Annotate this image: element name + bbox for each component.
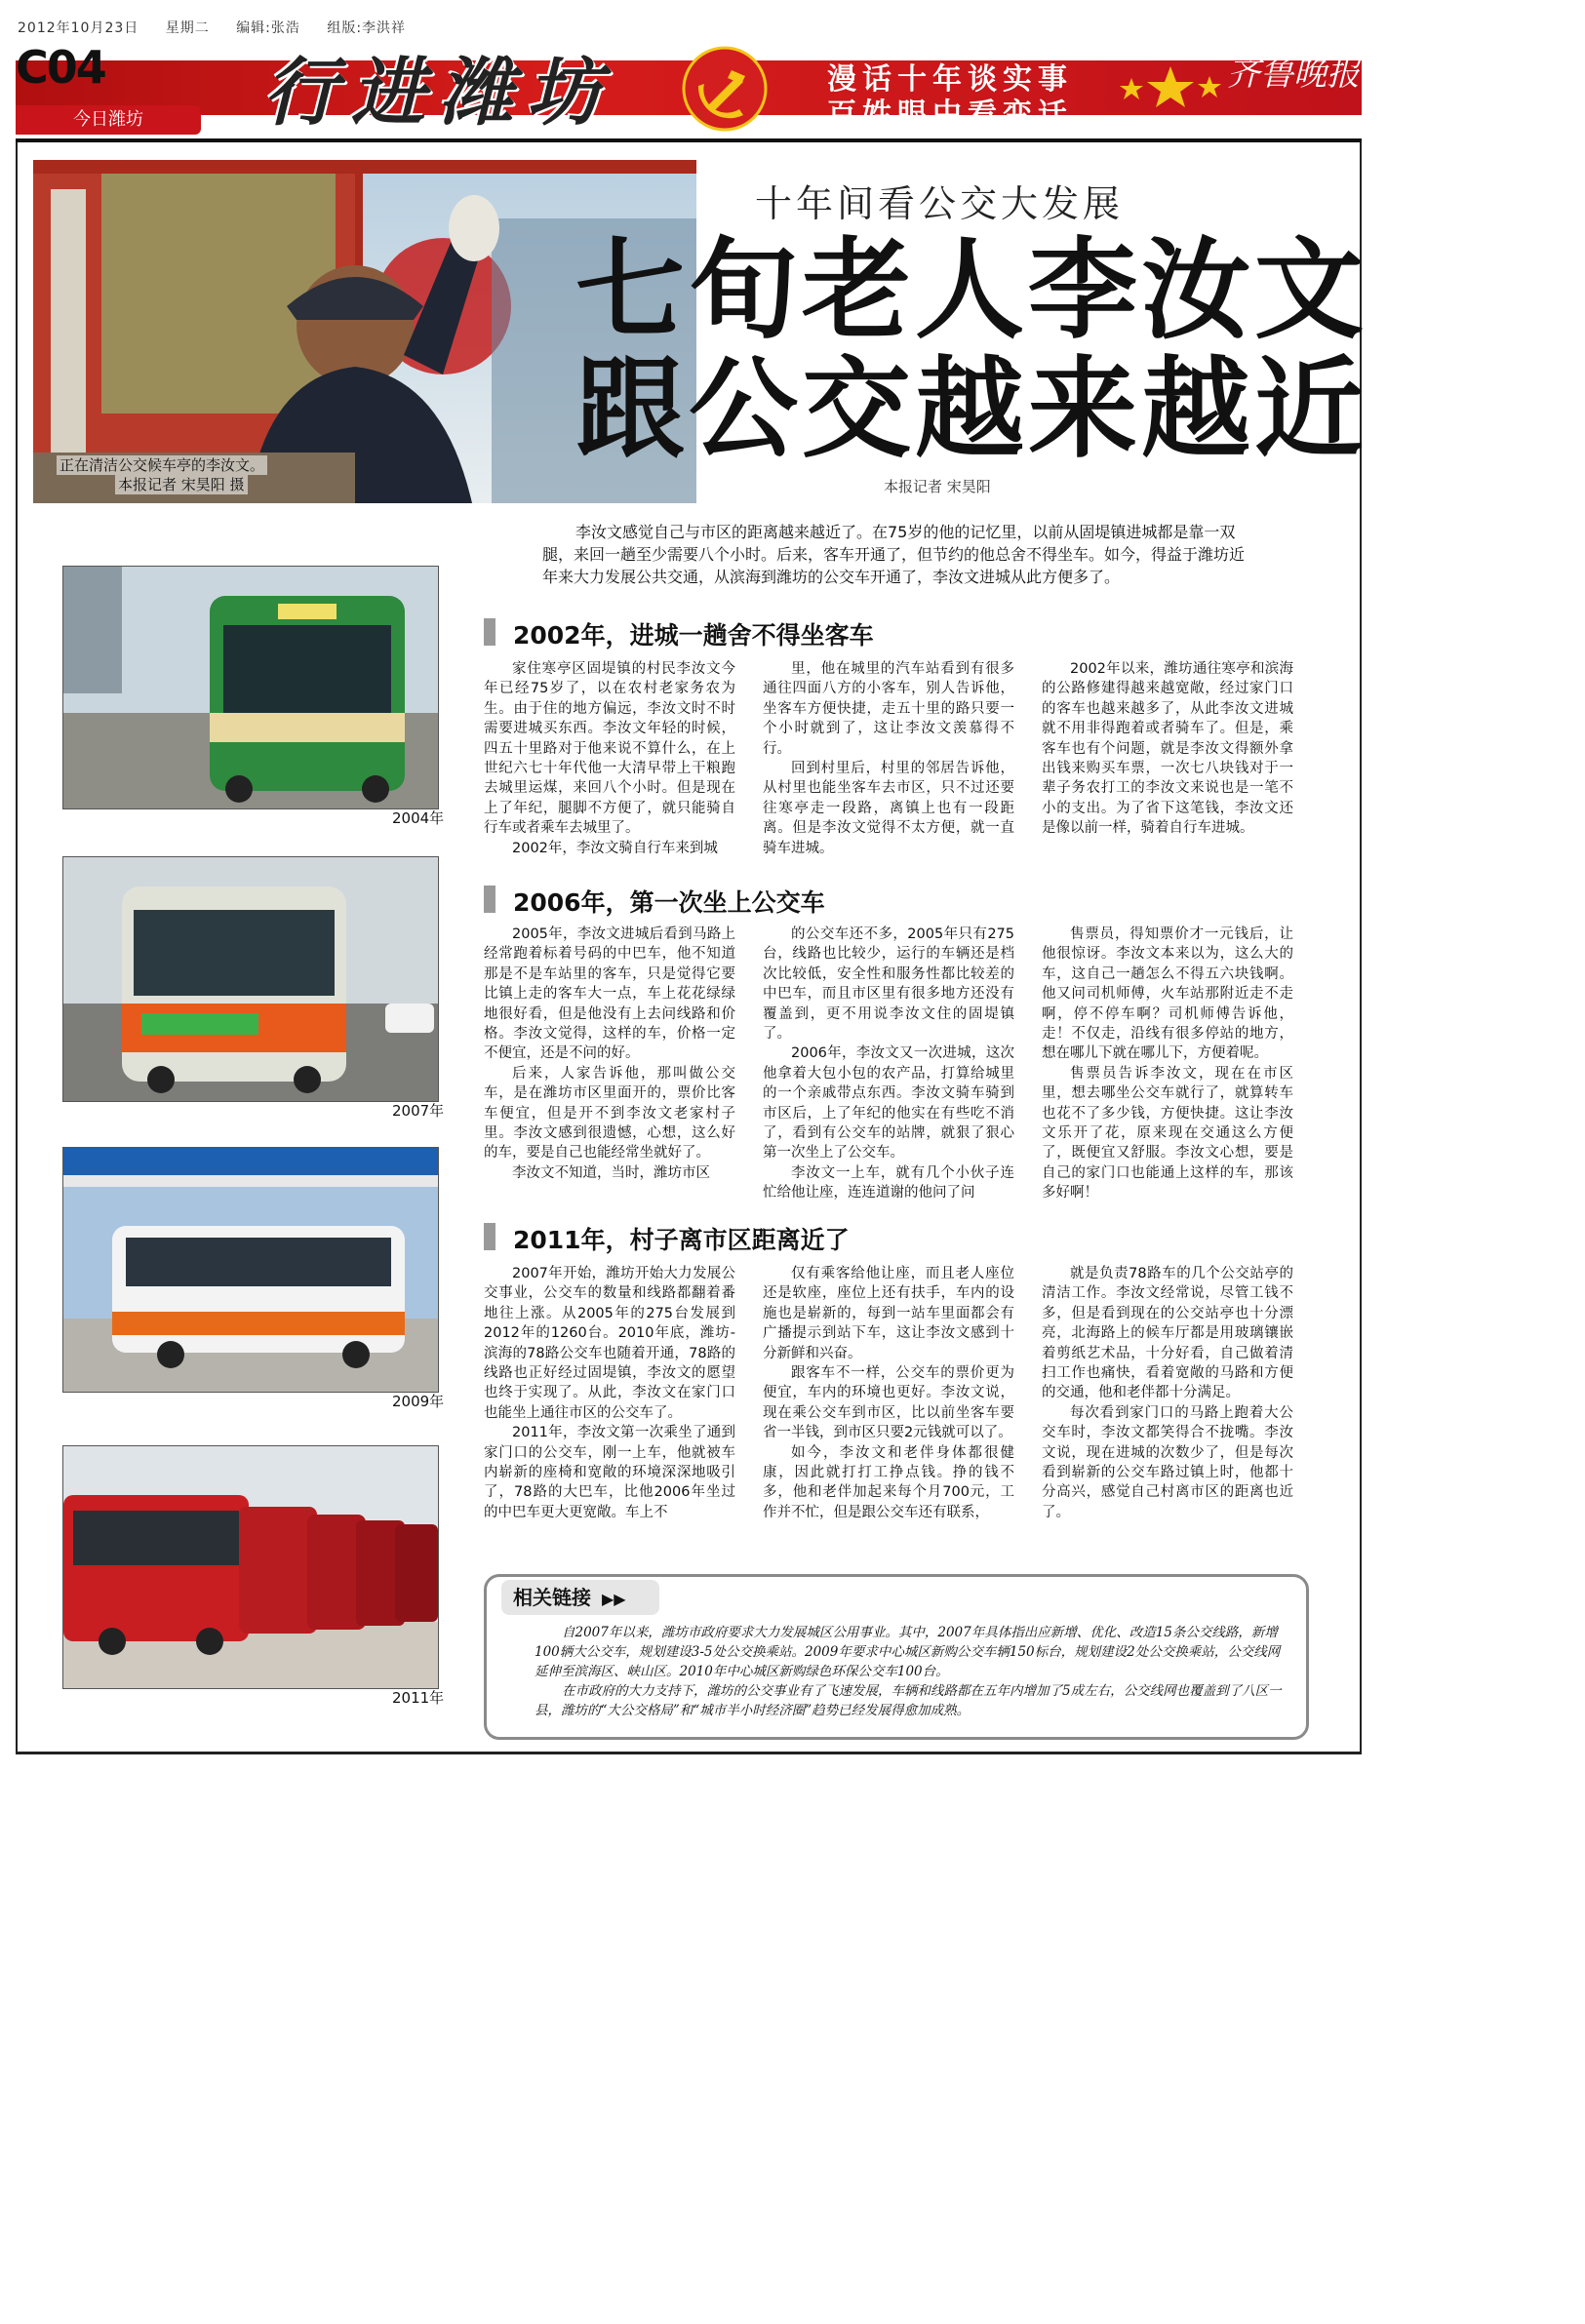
section-2011-col-3: 就是负责78路车的几个公交站亭的清洁工作。李汝文经常说，尽管工钱不多，但是看到现在的公交站亭也十分漂亮，北海路上的候车厅都是用玻璃镶嵌着剪纸艺术品，十分好看，自己做着清扫工作也痛快，看着宽敞的马路和方便的交通，他和老伴都十分满足。 每次看到家门口的马路上跑着大公交车时，李汝文都笑得合不拢嘴。李汝文说，现在进城的次数少了，但是每次看到崭新的公交车路过镇上时，他都十分高兴，感觉自己村离市区的距离也近了。	[1042, 1266, 1293, 1520]
section-2011-col-1: 2007年开始，潍坊开始大力发展公交事业，公交车的数量和线路都翻着番地往上涨。从2005年的275台发展到2012年的1260台。2010年底，潍坊-滨海的78路公交车也随着开通，78路的线路也正好经过固堤镇，李汝文的愿望也终于实现了。从此，李汝文在家门口也能坐上通往市区的公交车了。 2011年，李汝文第一次乘坐了通到家门口的公交车，刚一上车，他就被车内崭新的座椅和宽敞的环境深深地吸引了，78路的大巴车，比他2006年坐过的中巴车更大更宽敞。车上不	[484, 1266, 735, 1520]
section-2002-col-1: 家住寒亭区固堤镇的村民李汝文今年已经75岁了，以在农村老家务农为生。由于住的地方偏远，李汝文时不时需要进城买东西。李汝文年轻的时候，四五十里路对于他来说不算什么，在上世纪六七十年代他一大清早带上干粮跑去城里运煤，来回八个小时。但是现在上了年纪，腿脚不方便了，就只能骑自行车或者乘车去城里了。 2002年，李汝文骑自行车来到城	[484, 661, 735, 856]
hero-caption-line-1: 正在清洁公交候车亭的李汝文。	[57, 455, 267, 475]
photo-year-2007: 2007年	[392, 1102, 445, 1120]
photo-year-2004: 2004年	[392, 809, 445, 827]
section-heading-2011: 2011年，村子离市区距离近了	[484, 1219, 1030, 1254]
issue-weekday: 星期二	[165, 20, 210, 36]
designer-credit: 组版:李洪祥	[327, 20, 407, 36]
section-2002-col-3: 2002年以来，潍坊通往寒亭和滨海的公路修建得越来越宽敞，经过家门口的客车也越来越多了，从此李汝文进城就不用非得跑着或者骑车了。但是，乘客车也有个问题，就是李汝文得额外拿出钱来购买车票，一次七八块钱对于一辈子务农打工的李汝文来说也是一笔不小的支出。为了省下这笔钱，李汝文还是像以前一样，骑着自行车进城。	[1042, 661, 1293, 837]
paper-logo: 齐鲁晚报	[1227, 55, 1360, 94]
section-title: 行进潍坊	[263, 49, 614, 136]
editor-credit: 编辑:张浩	[236, 20, 300, 36]
bus-photo-2011	[62, 1445, 439, 1689]
bus-photo-2004	[62, 566, 439, 809]
bus-photo-2009	[62, 1147, 439, 1393]
play-arrows-icon: ▶▶	[601, 1590, 626, 1608]
article-lead: 李汝文感觉自己与市区的距离越来越近了。在75岁的他的记忆里，以前从固堤镇进城都是靠一双腿，来回一趟至少需要八个小时。后来，客车开通了，但节约的他总舍不得坐车。如今，得益于潍坊近年来大力发展公共交通，从滨海到潍坊的公交车开通了，李汝文进城从此方便多了。	[542, 523, 1246, 586]
page-code: C04	[16, 41, 105, 94]
hero-caption	[57, 455, 267, 494]
section-2006-col-1: 2005年，李汝文进城后看到马路上经常跑着标着号码的中巴车，他不知道那是不是车站里的客车，只是觉得它要比镇上走的客车大一点，车上花花绿绿地很好看，但是他没有上去问线路和价格。李汝文觉得，这样的车，价格一定不便宜，还是不问的好。 后来，人家告诉他，那叫做公交车，是在潍坊市区里面开的，票价比客车便宜，但是开不到李汝文老家村子里。李汝文感到很遗憾，心想，这么好的车，要是自己也能经常坐就好了。 李汝文不知道，当时，潍坊市区	[484, 926, 735, 1181]
related-links-body: 自2007年以来，潍坊市政府要求大力发展城区公用事业。其中，2007年具体指出应新增、优化、改造15条公交线路，新增100辆大公交车，规划建设3-5处公交换乘站。2009年要求中心城区新购公交车辆150标台，规划建设2处公交换乘站，公交线网延伸至滨海区、峡山区。2010年中心城区新购绿色环保公交车100台。 在市政府的大力支持下，潍坊的公交事业有了飞速发展，车辆和线路都在五年内增加了5成左右，公交线网也覆盖到了八区一县，潍坊的“大公交格局”和“城市半小时经济圈”趋势已经发展得愈加成熟。	[535, 1625, 1282, 1718]
section-2011-col-2: 仅有乘客给他让座，而且老人座位还是软座，座位上还有扶手，车内的设施也是崭新的，每到一站车里面都会有广播提示到站下车，这让李汝文感到十分新鲜和兴奋。 跟客车不一样，公交车的票价更为便宜，车内的环境也更好。李汝文说，现在乘公交车到市区，比以前坐客车要省一半钱，到市区只要2元钱就可以了。 如今，李汝文和老伴身体都很健康，因此就打打工挣点钱。挣的钱不多，他和老伴加起来每个月700元，工作并不忙，但是跟公交车还有联系，	[763, 1266, 1014, 1520]
section-2006-col-3: 售票员，得知票价才一元钱后，让他很惊讶。李汝文本来以为，这么大的车，这自己一趟怎么不得五六块钱啊。他又问司机师傅，火车站那附近走不走啊，停不停车啊？司机师傅告诉他，走！不仅走，沿线有很多停站的地方，想在哪儿下就在哪儿下，方便着呢。 售票员告诉李汝文，现在在市区里，想去哪坐公交车就行了，就算转车也花不了多少钱，方便快捷。这让李汝文乐开了花，原来现在交通这么方便了，既便宜又舒服。李汝文心想，要是自己的家门口也能通上这样的车，那该多好啊！	[1042, 926, 1293, 1201]
page-frame-bottom	[16, 1752, 1362, 1754]
article-kicker: 十年间看公交大发展	[755, 182, 1125, 225]
photo-year-2011: 2011年	[392, 1689, 445, 1707]
slogan-line-2: 百姓眼中看变迁	[827, 98, 1073, 132]
article-byline: 本报记者 宋昊阳	[884, 478, 991, 495]
page-frame-left	[16, 142, 18, 1753]
headline-line-2: 跟公交越来越近	[575, 346, 1367, 473]
section-2006-col-2: 的公交车还不多，2005年只有275台，线路也比较少，运行的车辆还是档次比较低，安全性和服务性都比较差的中巴车，而且市区里有很多地方还没有覆盖到，更不用说李汝文住的固堤镇了。 2006年，李汝文又一次进城，这次他拿着大包小包的农产品，打算给城里的一个亲戚带点东西。李汝文骑车骑到市区后，上了年纪的他实在有些吃不消了，看到有公交车的站牌，就狠了狠心第一次坐上了公交车。 李汝文一上车，就有几个小伙子连忙给他让座，连连道谢的他问了问	[763, 926, 1014, 1201]
headline-line-1: 七旬老人李汝文	[575, 227, 1367, 354]
section-2002-col-2: 里，他在城里的汽车站看到有很多通往四面八方的小客车，别人告诉他，坐客车方便快捷，走五十里的路只要一个小时就到了，这让李汝文羡慕得不行。 回到村里后，村里的邻居告诉他，从村里也能坐客车去市区，只不过还要往寒亭走一段路，离镇上也有一段距离。但是李汝文觉得不太方便，就一直骑车进城。	[763, 661, 1014, 856]
hammer-sickle-emblem-icon	[681, 45, 769, 133]
bus-photo-2007	[62, 856, 439, 1102]
issue-date: 2012年10月23日	[18, 20, 139, 36]
hero-caption-credit: 本报记者 宋昊阳 摄	[115, 475, 248, 494]
section-heading-2006: 2006年，第一次坐上公交车	[484, 882, 1030, 917]
related-links-title: 相关链接 ▶▶	[501, 1580, 659, 1615]
stars-decoration-icon	[1112, 59, 1229, 117]
section-heading-2002: 2002年，进城一趟舍不得坐客车	[484, 614, 1030, 650]
header-rule	[16, 138, 1362, 142]
section-tab: 今日潍坊	[16, 105, 201, 135]
slogan-line-1: 漫话十年谈实事	[827, 62, 1073, 97]
photo-year-2009: 2009年	[392, 1393, 445, 1410]
